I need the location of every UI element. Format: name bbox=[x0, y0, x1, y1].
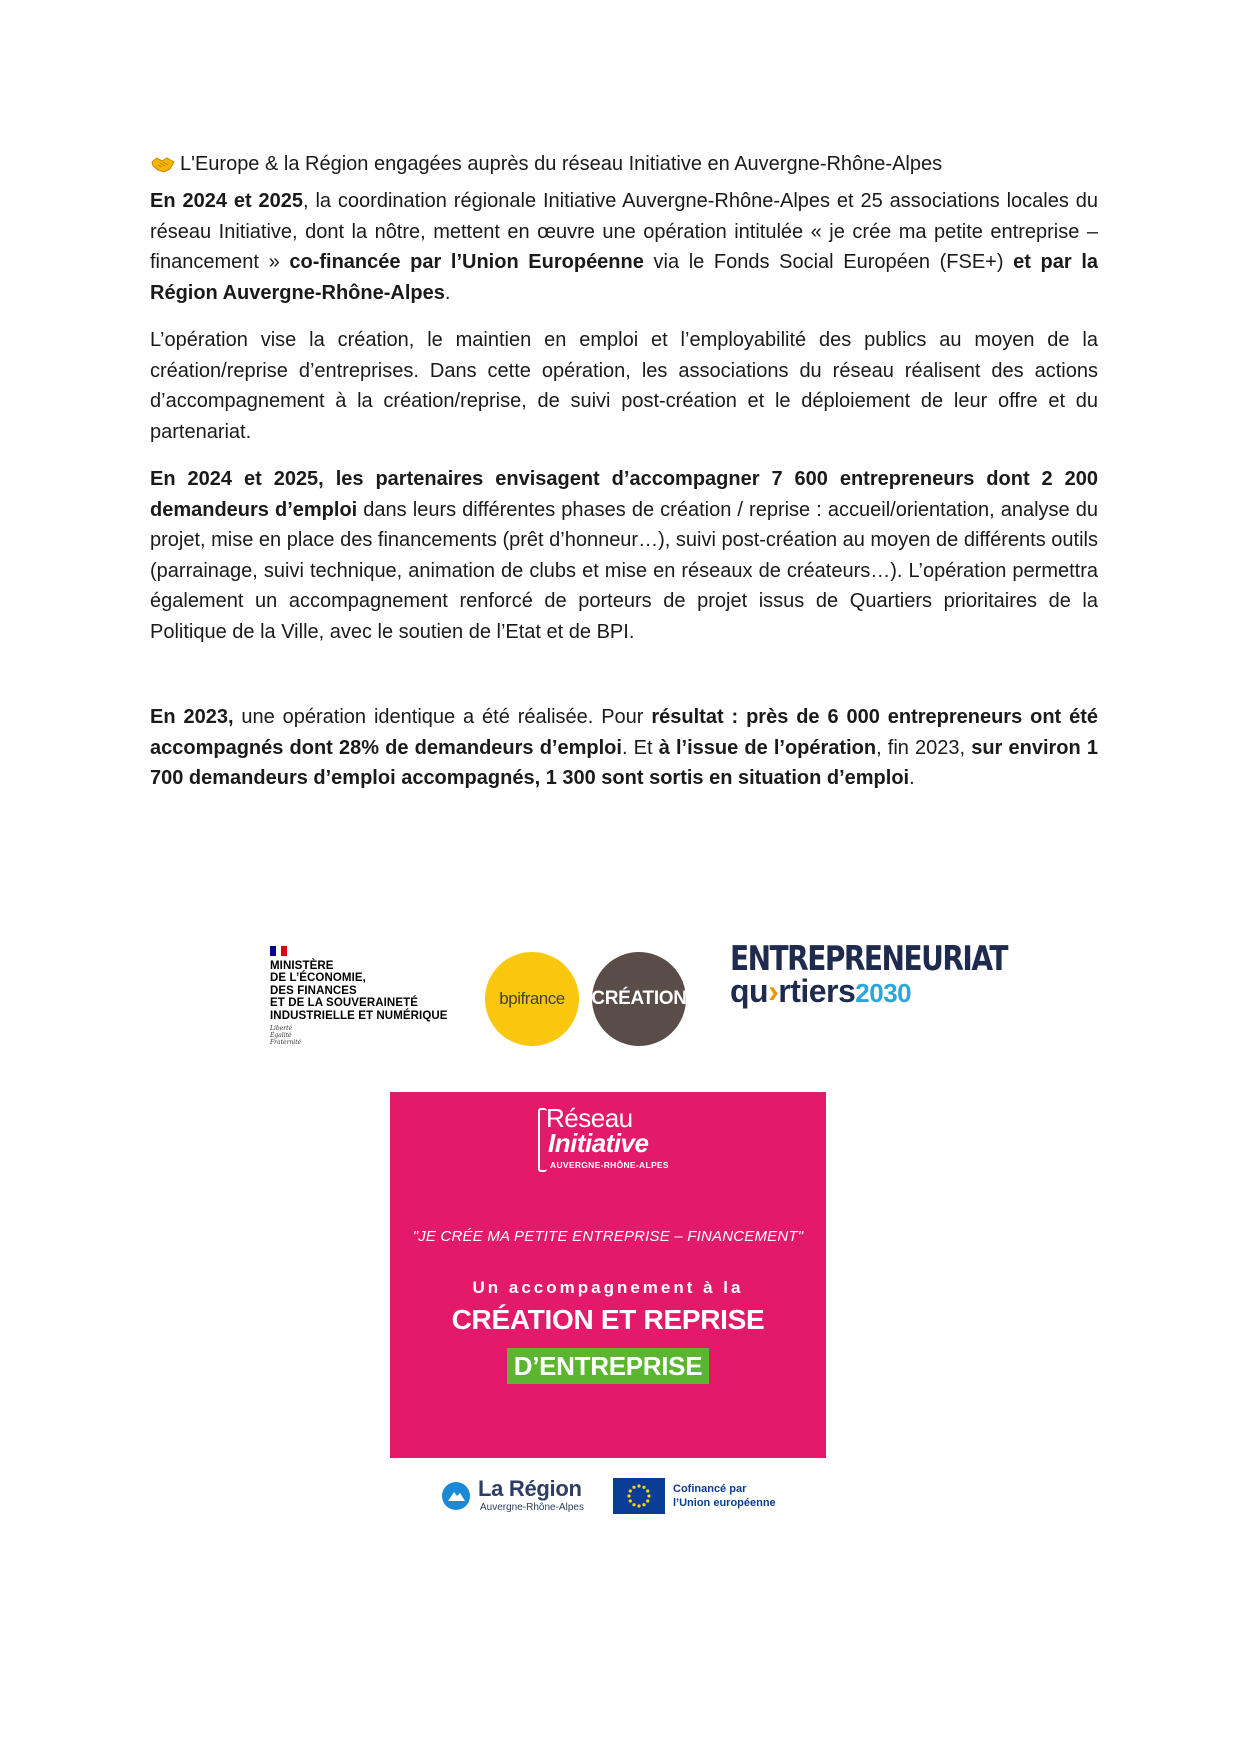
creation-logo bbox=[592, 952, 686, 1046]
p4-bold-c: résultat : près de 6 000 entrepreneurs ont été accompagnés dont 28% de demandeurs d’emploi bbox=[150, 706, 1098, 759]
eu-flag-icon bbox=[613, 1478, 665, 1514]
card-entreprise-wrap bbox=[390, 1348, 826, 1384]
creation-text: CRÉATION bbox=[591, 988, 687, 1009]
document-body bbox=[150, 150, 1098, 811]
p4-text-f: , fin 2023, bbox=[876, 736, 972, 759]
eu-cofinance-text: Cofinancé par l’Union européenne bbox=[673, 1483, 776, 1509]
eq-line1: ENTREPRENEURIAT bbox=[730, 938, 1007, 979]
entrepreneuriat-quartiers-logo bbox=[730, 940, 1007, 1008]
french-flag-icon bbox=[270, 946, 287, 956]
p3-text-b: dans leurs différentes phases de création / reprise : accueil/orientation, analyse du projet, mise en place des financements (prêt d’honneur…), suivi post-création au moyen de différents outils (parrainage, suivi technique, animation de clubs et mise en réseaux de créateurs…). L’opération permettra également un accompagnement renforcé de porteurs de projet issus de Quartiers prioritaires de la Politique de la Ville, avec le soutien de l’Etat et de BPI. bbox=[150, 498, 1098, 643]
p4-text-b: une opération identique a été réalisée. Pour bbox=[233, 706, 652, 728]
headline bbox=[150, 150, 1098, 178]
eq-line2 bbox=[730, 973, 1007, 1009]
eq-rtiers: rtiers bbox=[778, 973, 856, 1009]
ministere-motto: Liberté Égalité Fraternité bbox=[270, 1025, 302, 1047]
card-entreprise: D’ENTREPRISE bbox=[507, 1348, 710, 1384]
paragraph-3 bbox=[150, 464, 1098, 647]
eq-qu: qu bbox=[730, 973, 769, 1009]
ministere-text: MINISTÈRE DE L’ÉCONOMIE, DES FINANCES ET DE LA SOUVERAINETÉ INDUSTRIELLE ET NUMÉRIQUE bbox=[270, 960, 448, 1022]
eq-2030: 2030 bbox=[855, 978, 912, 1008]
reseau-initiative-logo bbox=[538, 1104, 698, 1184]
p4-text-h: . bbox=[909, 767, 915, 789]
bpifrance-logo bbox=[485, 952, 579, 1046]
card-reseau: Réseau bbox=[546, 1103, 633, 1133]
funding-logos bbox=[440, 1474, 840, 1518]
region-title: La Région bbox=[478, 1476, 582, 1501]
p4-bold-a: En 2023, bbox=[150, 706, 234, 728]
p4-bold-e: à l’issue de l’opération bbox=[658, 736, 877, 759]
paragraph-2: L’opération vise la création, le maintien en emploi et l’employabilité des publics au moyen de la création/reprise d’entreprises. Dans cette opération, les associations du réseau réalisent des actions d’accompagnement à la création/reprise, de suivi post-création et le déploiement de leur offre et du partenariat. bbox=[150, 329, 1098, 443]
p4-text-d: . Et bbox=[621, 736, 659, 759]
card-initiative: Initiative bbox=[548, 1128, 649, 1158]
bpifrance-text: bpifrance bbox=[499, 989, 565, 1008]
p1-bold-e: et par la Région Auvergne-Rhône-Alpes bbox=[150, 251, 1098, 304]
p1-bold-a: En 2024 et 2025 bbox=[150, 190, 304, 212]
card-accomp: Un accompagnement à la bbox=[472, 1278, 744, 1297]
partner-logos bbox=[270, 938, 1007, 1060]
p3-bold-a: En 2024 et 2025, les partenaires envisagent d’accompagner 7 600 entrepreneurs dont 2 200 demandeurs d’emploi bbox=[150, 468, 1098, 521]
p1-text-f: . bbox=[444, 281, 451, 304]
p1-text-b: , la coordination régionale Initiative Auvergne-Rhône-Alpes et 25 associations locales du réseau Initiative, dont la nôtre, mettent en œuvre une opération intitulée « je crée ma petite entreprise – financement » bbox=[150, 190, 1098, 273]
handshake-icon bbox=[150, 153, 176, 175]
card-region: AUVERGNE-RHÔNE-ALPES bbox=[550, 1160, 669, 1170]
region-subtitle: Auvergne-Rhône-Alpes bbox=[480, 1502, 584, 1513]
p1-bold-c: co-financée par l’Union Européenne bbox=[289, 251, 644, 273]
p4-bold-g: sur environ 1 700 demandeurs d’emploi accompagnés, 1 300 sont sortis en situation d’emploi bbox=[150, 736, 1098, 789]
region-mountain-icon bbox=[442, 1482, 470, 1510]
card-slogan: "JE CRÉE MA PETITE ENTREPRISE – FINANCEMENT" bbox=[412, 1228, 804, 1245]
paragraph-1 bbox=[150, 186, 1098, 308]
headline-text: L'Europe & la Région engagées auprès du réseau Initiative en Auvergne-Rhône-Alpes bbox=[180, 153, 943, 175]
paragraph-4 bbox=[150, 702, 1098, 794]
ministere-logo bbox=[270, 946, 470, 1046]
eq-arrow-icon: › bbox=[768, 973, 779, 1009]
p1-text-d: via le Fonds Social Européen (FSE+) bbox=[643, 251, 1014, 273]
card-creation: CRÉATION ET REPRISE bbox=[451, 1304, 765, 1335]
promo-card bbox=[390, 1092, 826, 1458]
